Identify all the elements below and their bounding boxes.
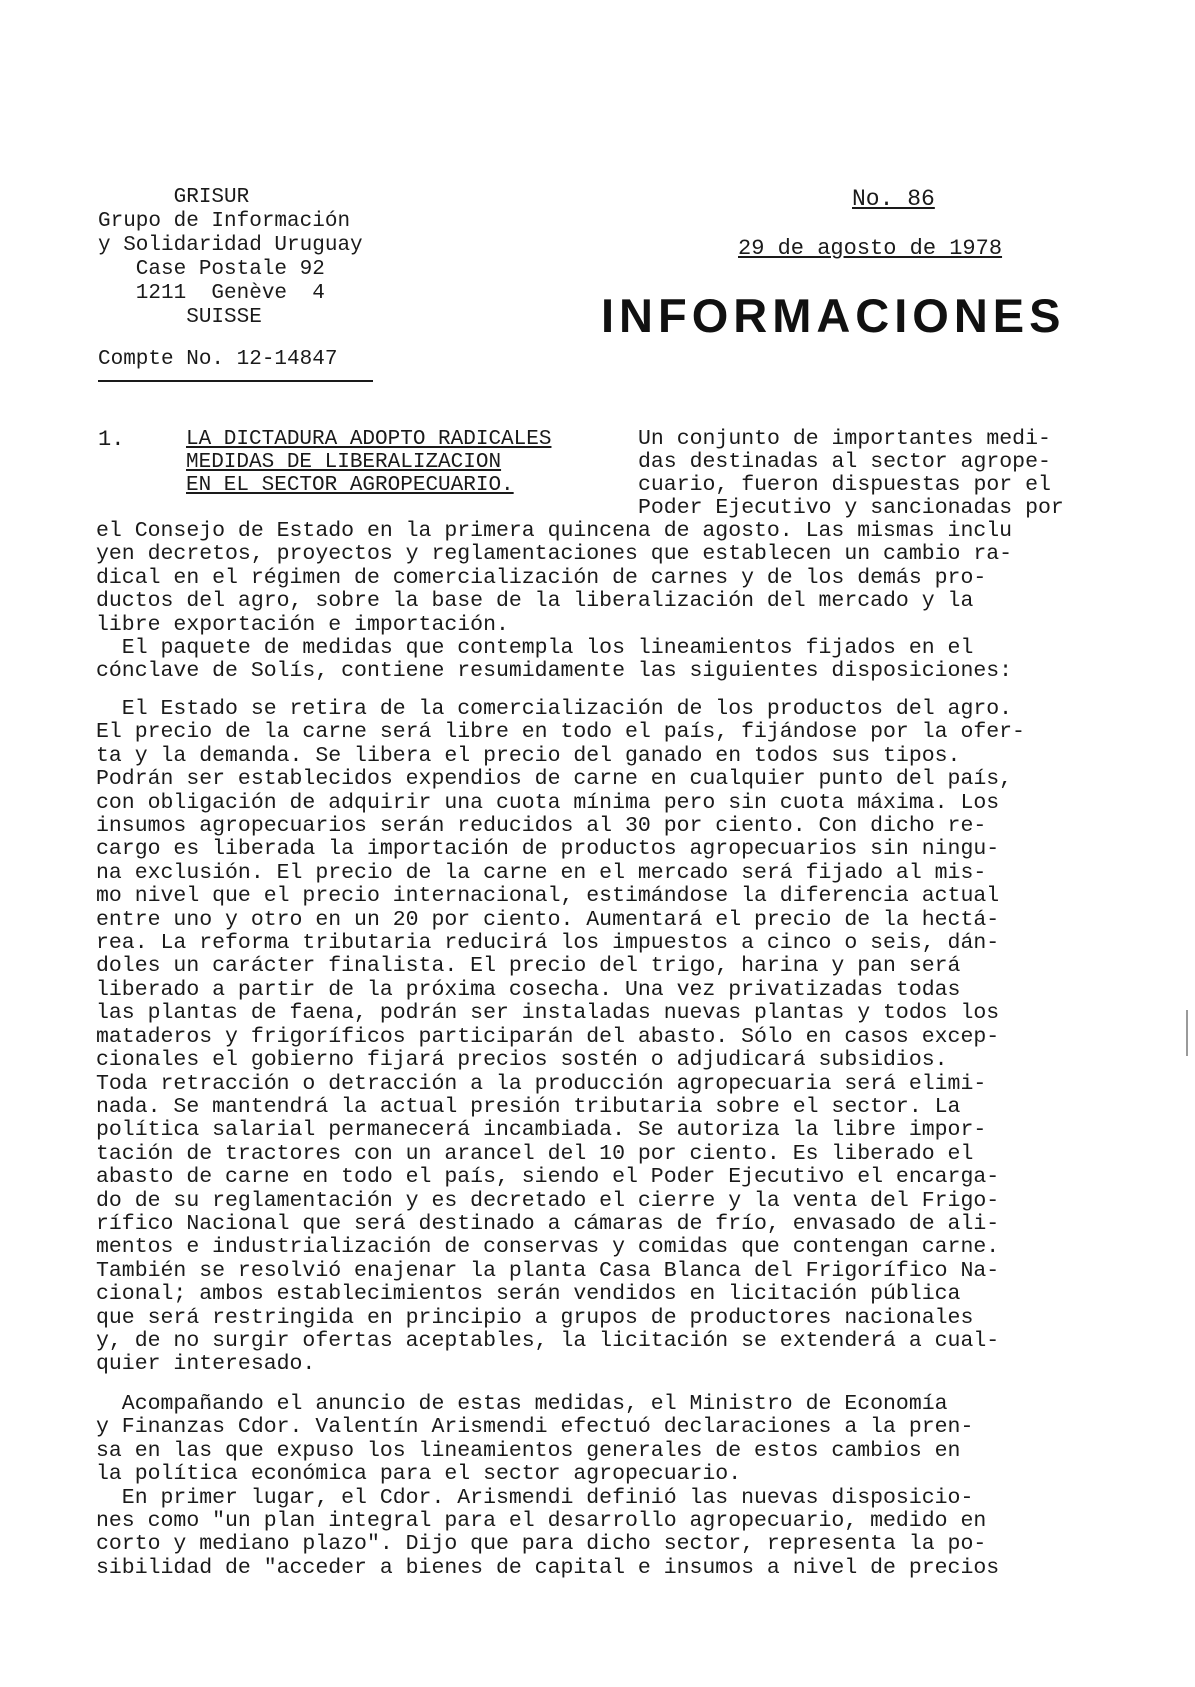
text-line: abasto de carne en todo el país, siendo el Poder Ejecutivo el encarga- [96, 1165, 1000, 1190]
text-line: yen decretos, proyectos y reglamentaciones que establecen un cambio ra- [96, 542, 1013, 567]
section-heading [186, 428, 606, 497]
text-line: do de su reglamentación y es decretado el cierre y la venta del Frigo- [96, 1188, 1000, 1213]
issue-number: No. 86 [852, 186, 935, 212]
text-line: entre uno y otro en un 20 por ciento. Aumentará el precio de la hectá- [96, 907, 1000, 932]
text-line: la política económica para el sector agropecuario. [96, 1462, 742, 1487]
intro-paragraph [638, 428, 1118, 520]
sender-line: y Solidaridad Uruguay [98, 234, 363, 257]
text-line: liberado a partir de la próxima cosecha. Una vez privatizadas todas [96, 977, 961, 1002]
text-line: ta y la demanda. Se libera el precio del ganado en todos sus tipos. [96, 743, 961, 768]
body-paragraph-2 [96, 698, 1126, 1377]
text-line: cionales el gobierno fijará precios sostén o adjudicará subsidios. [96, 1048, 948, 1073]
issue-date: 29 de agosto de 1978 [738, 236, 1003, 261]
text-line: nes como "un plan integral para el desarrollo agropecuario, medido en [96, 1509, 987, 1534]
text-line: tación de tractores con un arancel del 10 por ciento. Es liberado el [96, 1141, 974, 1166]
text-line: En primer lugar, el Cdor. Arismendi definió las nuevas disposicio- [96, 1485, 974, 1510]
heading-line: MEDIDAS DE LIBERALIZACION [186, 451, 502, 474]
sender-line: 1211 Genève 4 [98, 282, 325, 305]
text-line: Acompañando el anuncio de estas medidas, el Ministro de Economía [96, 1392, 948, 1416]
sender-address [98, 186, 398, 382]
text-line: cional; ambos establecimientos serán vendidos en licitación pública [96, 1282, 961, 1307]
text-line: cónclave de Solís, contiene resumidamente las siguientes disposiciones: [96, 659, 1013, 684]
text-line: dical en el régimen de comercialización de carnes y de los demás pro- [96, 565, 987, 590]
text-line: Un conjunto de importantes medi- [638, 427, 1051, 451]
text-line: que será restringida en principio a grupos de productores nacionales [96, 1305, 974, 1330]
text-line: El precio de la carne será libre en todo el país, fijándose por la ofer- [96, 720, 1025, 745]
text-line: das destinadas al sector agrope- [638, 450, 1051, 474]
text-line: insumos agropecuarios serán reducidos al 30 por ciento. Con dicho re- [96, 814, 987, 839]
masthead-title: INFORMACIONES [601, 289, 1066, 342]
text-line: sibilidad de "acceder a bienes de capital e insumos a nivel de precios [96, 1555, 1000, 1580]
text-line: ductos del agro, sobre la base de la liberalización del mercado y la [96, 589, 974, 614]
text-line: el Consejo de Estado en la primera quincena de agosto. Las mismas inclu [96, 519, 1013, 543]
section-number: 1. [98, 427, 125, 452]
heading-line: LA DICTADURA ADOPTO RADICALES [186, 428, 552, 451]
text-line: política salarial permanecerá incambiada. Se autoriza la libre impor- [96, 1118, 987, 1143]
text-line: Poder Ejecutivo y sancionadas por [638, 496, 1064, 520]
text-line: El Estado se retira de la comercialización de los productos del agro. [96, 697, 1013, 721]
heading-line: EN EL SECTOR AGROPECUARIO. [186, 474, 514, 497]
text-line: na exclusión. El precio de la carne en el mercado será fijado al mis- [96, 860, 987, 885]
text-line: cuario, fueron dispuestas por el [638, 473, 1051, 497]
body-paragraph-1 [96, 520, 1126, 684]
sender-line: Grupo de Información [98, 210, 351, 233]
text-line: las plantas de faena, podrán ser instaladas nuevas plantas y todos los [96, 1001, 1000, 1026]
text-line: libre exportación e importación. [96, 612, 509, 637]
sender-line: GRISUR [98, 186, 250, 209]
text-line: nada. Se mantendrá la actual presión tributaria sobre el sector. La [96, 1094, 961, 1119]
text-line: y, de no surgir ofertas aceptables, la licitación se extenderá a cual- [96, 1328, 1000, 1353]
body-paragraph-3 [96, 1393, 1126, 1580]
text-line: El paquete de medidas que contempla los lineamientos fijados en el [96, 636, 974, 661]
account-number: Compte No. 12-14847 [98, 348, 373, 382]
text-line: mataderos y frigoríficos participarán del abasto. Sólo en casos excep- [96, 1024, 1000, 1049]
text-line: Toda retracción o detracción a la producción agropecuaria será elimi- [96, 1071, 987, 1096]
text-line: quier interesado. [96, 1352, 316, 1377]
text-line: Podrán ser establecidos expendios de carne en cualquier punto del país, [96, 767, 1013, 792]
text-line: cargo es liberada la importación de productos agropecuarios sin ningu- [96, 837, 1000, 862]
text-line: rífico Nacional que será destinado a cámaras de frío, envasado de ali- [96, 1211, 1000, 1236]
text-line: sa en las que expuso los lineamientos generales de estos cambios en [96, 1438, 961, 1463]
scan-margin-mark [1186, 1010, 1188, 1056]
sender-line: SUISSE [98, 306, 262, 329]
text-line: y Finanzas Cdor. Valentín Arismendi efectuó declaraciones a la pren- [96, 1415, 974, 1440]
sender-line: Case Postale 92 [98, 258, 325, 281]
text-line: mo nivel que el precio internacional, estimándose la diferencia actual [96, 884, 1000, 909]
text-line: doles un carácter finalista. El precio del trigo, harina y pan será [96, 954, 961, 979]
text-line: rea. La reforma tributaria reducirá los impuestos a cinco o seis, dán- [96, 931, 1000, 956]
text-line: mentos e industrialización de conservas y comidas que contengan carne. [96, 1235, 1000, 1260]
text-line: corto y mediano plazo". Dijo que para dicho sector, representa la po- [96, 1532, 987, 1557]
text-line: con obligación de adquirir una cuota mínima pero sin cuota máxima. Los [96, 790, 1000, 815]
text-line: También se resolvió enajenar la planta Casa Blanca del Frigorífico Na- [96, 1258, 1000, 1283]
